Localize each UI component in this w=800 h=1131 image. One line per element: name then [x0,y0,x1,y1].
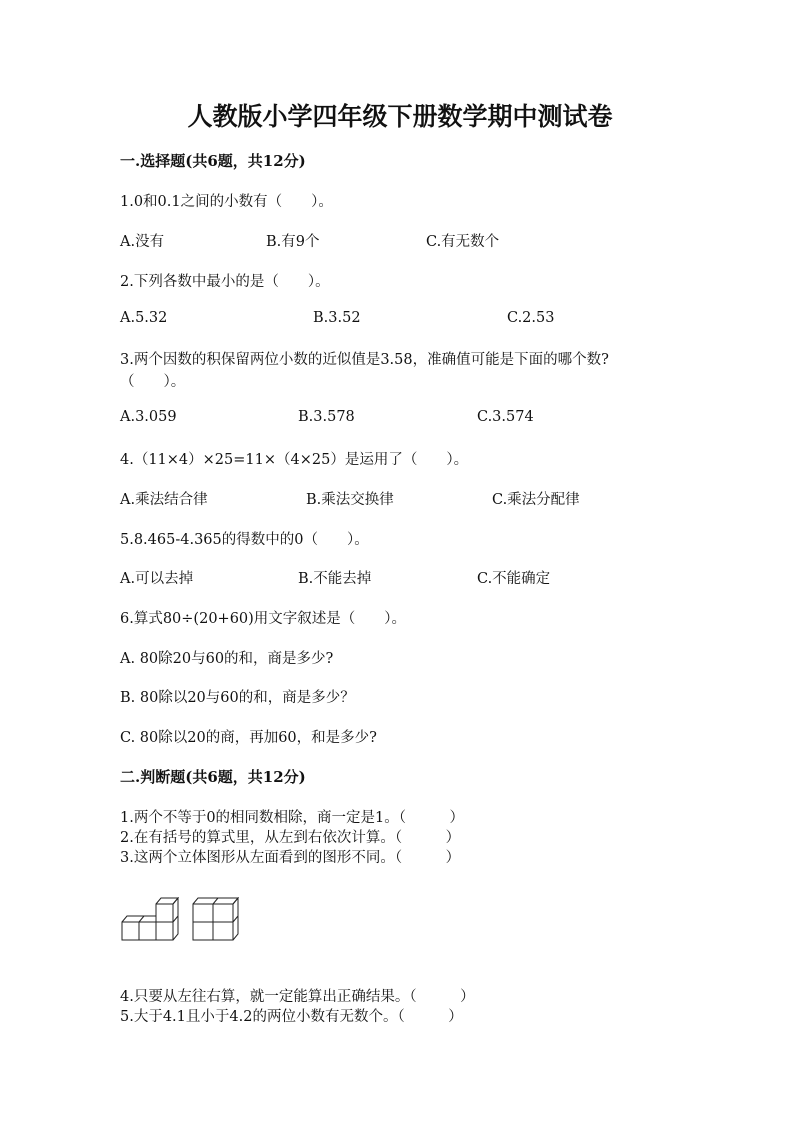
q3-option-c: C.3.574 [477,409,534,425]
q2-option-c: C.2.53 [507,310,555,326]
q3-option-b: B.3.578 [298,409,355,425]
question-1: 1.0和0.1之间的小数有（ ）。 [120,194,333,210]
judgment-item-2: 2.在有括号的算式里，从左到右依次计算。（ ） [120,830,461,846]
q5-option-a: A.可以去掉 [120,571,194,587]
q2-option-b: B.3.52 [313,310,361,326]
question-4: 4.（11×4）×25=11×（4×25）是运用了（ ）。 [120,452,469,468]
q6-option-b: B. 80除以20与60的和，商是多少？ [120,690,355,706]
question-2: 2.下列各数中最小的是（ ）。 [120,274,330,290]
question-6: 6.算式80÷(20+60)用文字叙述是（ ）。 [120,611,407,627]
q1-option-a: A.没有 [120,234,165,250]
judgment-item-4: 4.只要从左往右算，就一定能算出正确结果。（ ） [120,989,475,1005]
question-3: 3.两个因数的积保留两位小数的近似值是3.58，准确值可能是下面的哪个数? [120,352,609,368]
q4-option-c: C.乘法分配律 [492,492,580,508]
cube-figures [118,897,248,945]
page-title: 人教版小学四年级下册数学期中测试卷 [187,102,613,131]
q2-option-a: A.5.32 [120,310,168,326]
cube-figure-left [122,898,178,940]
q4-option-b: B.乘法交换律 [306,492,394,508]
q3-option-a: A.3.059 [120,409,177,425]
question-5: 5.8.465-4.365的得数中的0（ ）。 [120,532,369,548]
section-heading-judgment: 二.判断题(共6题，共12分) [120,768,306,786]
q4-option-a: A.乘法结合律 [120,492,208,508]
q6-option-c: C. 80除以20的商，再加60，和是多少? [120,730,377,746]
section-heading-choice: 一.选择题(共6题，共12分) [120,152,306,170]
q1-option-b: B.有9个 [266,234,320,250]
question-3-continuation: （ ）。 [120,374,186,390]
q1-option-c: C.有无数个 [426,234,500,250]
judgment-item-5: 5.大于4.1且小于4.2的两位小数有无数个。（ ） [120,1009,463,1025]
judgment-item-1: 1.两个不等于0的相同数相除，商一定是1。（ ） [120,810,465,826]
q5-option-b: B.不能去掉 [298,571,372,587]
judgment-item-3: 3.这两个立体图形从左面看到的图形不同。（ ） [120,850,461,866]
q5-option-c: C.不能确定 [477,571,551,587]
cube-figure-right [193,898,238,940]
q6-option-a: A. 80除20与60的和，商是多少? [120,651,334,667]
